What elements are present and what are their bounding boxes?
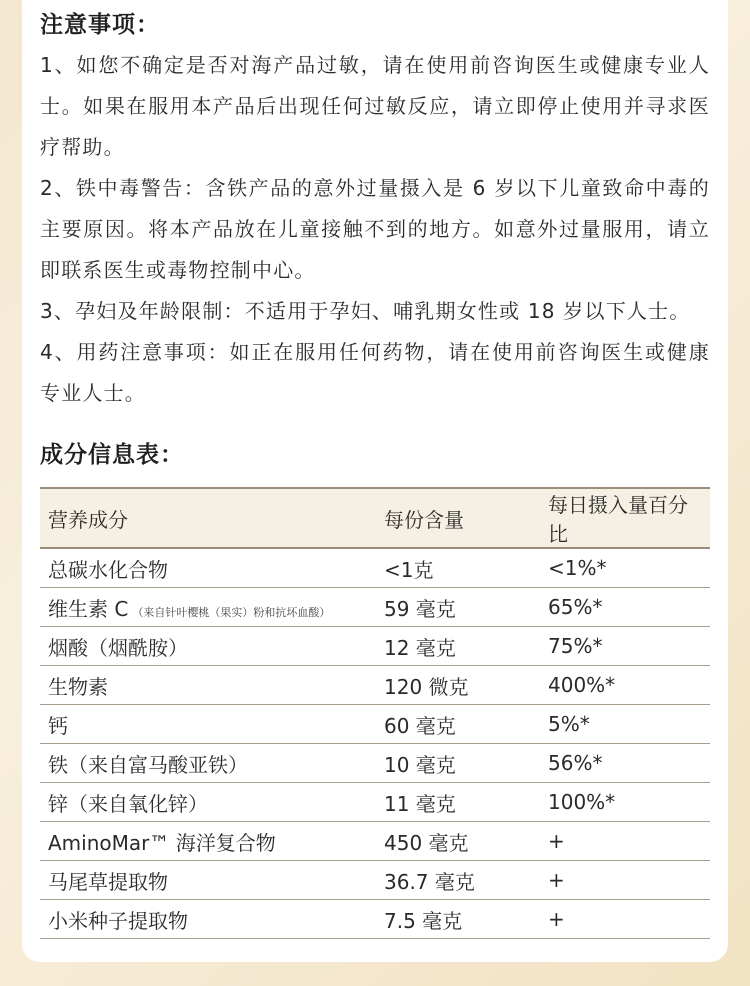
note-item-2: 2、铁中毒警告：含铁产品的意外过量摄入是 6 岁以下儿童致命中毒的主要原因。将本产品放在儿童接触不到的地方。如意外过量服用，请立即联系医生或毒物控制中心。 [40,176,710,282]
cell-nutrient [40,822,376,861]
cell-nutrient [40,900,376,939]
nutrient-name: 总碳水化合物 [48,557,168,582]
cell-amount: 10 毫克 [376,744,540,783]
nutrient-name: AminoMar™ 海洋复合物 [48,830,276,855]
table-row [40,744,710,783]
nutrition-table [40,487,710,939]
cell-daily-value: + [540,861,710,900]
cell-nutrient [40,588,376,627]
nutrient-name: 烟酸（烟酰胺） [48,635,188,660]
cell-amount: 60 毫克 [376,705,540,744]
cell-daily-value: 400%* [540,666,710,705]
cell-daily-value: 56%* [540,744,710,783]
note-item-1: 1、如您不确定是否对海产品过敏，请在使用前咨询医生或健康专业人士。如果在服用本产品后出现任何过敏反应，请立即停止使用并寻求医疗帮助。 [40,53,710,159]
cell-daily-value: + [540,900,710,939]
nutrient-name: 小米种子提取物 [48,908,188,933]
cell-amount: 120 微克 [376,666,540,705]
cell-amount: 11 毫克 [376,783,540,822]
nutrient-name: 锌（来自氧化锌） [48,791,208,816]
header-daily-value: 每日摄入量百分比 [540,488,710,548]
cell-nutrient [40,783,376,822]
table-row [40,783,710,822]
cell-amount: 450 毫克 [376,822,540,861]
table-row [40,861,710,900]
table-row [40,822,710,861]
nutrient-name: 铁（来自富马酸亚铁） [48,752,248,777]
nutrient-source-note: （来自针叶樱桃（果实）粉和抗坏血酸） [132,605,331,619]
cell-amount: 36.7 毫克 [376,861,540,900]
table-row [40,548,710,588]
notes-title: 注意事项： [40,12,160,38]
cell-nutrient [40,666,376,705]
cell-daily-value: + [540,822,710,861]
table-title: 成分信息表： [40,442,184,468]
cell-daily-value: 65%* [540,588,710,627]
header-amount: 每份含量 [376,488,540,548]
nutrient-name: 马尾草提取物 [48,869,168,894]
cell-nutrient [40,548,376,588]
note-item-4: 4、用药注意事项：如正在服用任何药物，请在使用前咨询医生或健康专业人士。 [40,340,710,405]
header-nutrient: 营养成分 [40,488,376,548]
cell-daily-value: <1%* [540,548,710,588]
cell-amount: <1克 [376,548,540,588]
nutrient-name: 生物素 [48,674,108,699]
table-row [40,900,710,939]
cell-nutrient [40,627,376,666]
table-header-row [40,488,710,548]
nutrient-name: 维生素 C [48,596,129,621]
table-row [40,666,710,705]
cell-amount: 12 毫克 [376,627,540,666]
cell-nutrient [40,705,376,744]
content-card [22,0,728,962]
table-row [40,627,710,666]
cell-daily-value: 5%* [540,705,710,744]
cell-nutrient [40,744,376,783]
notes-list [40,45,710,414]
note-item-3: 3、孕妇及年龄限制：不适用于孕妇、哺乳期女性或 18 岁以下人士。 [40,299,691,323]
cell-amount: 7.5 毫克 [376,900,540,939]
nutrient-name: 钙 [48,713,68,738]
cell-nutrient [40,861,376,900]
table-row [40,588,710,627]
cell-daily-value: 75%* [540,627,710,666]
table-row [40,705,710,744]
cell-amount: 59 毫克 [376,588,540,627]
cell-daily-value: 100%* [540,783,710,822]
